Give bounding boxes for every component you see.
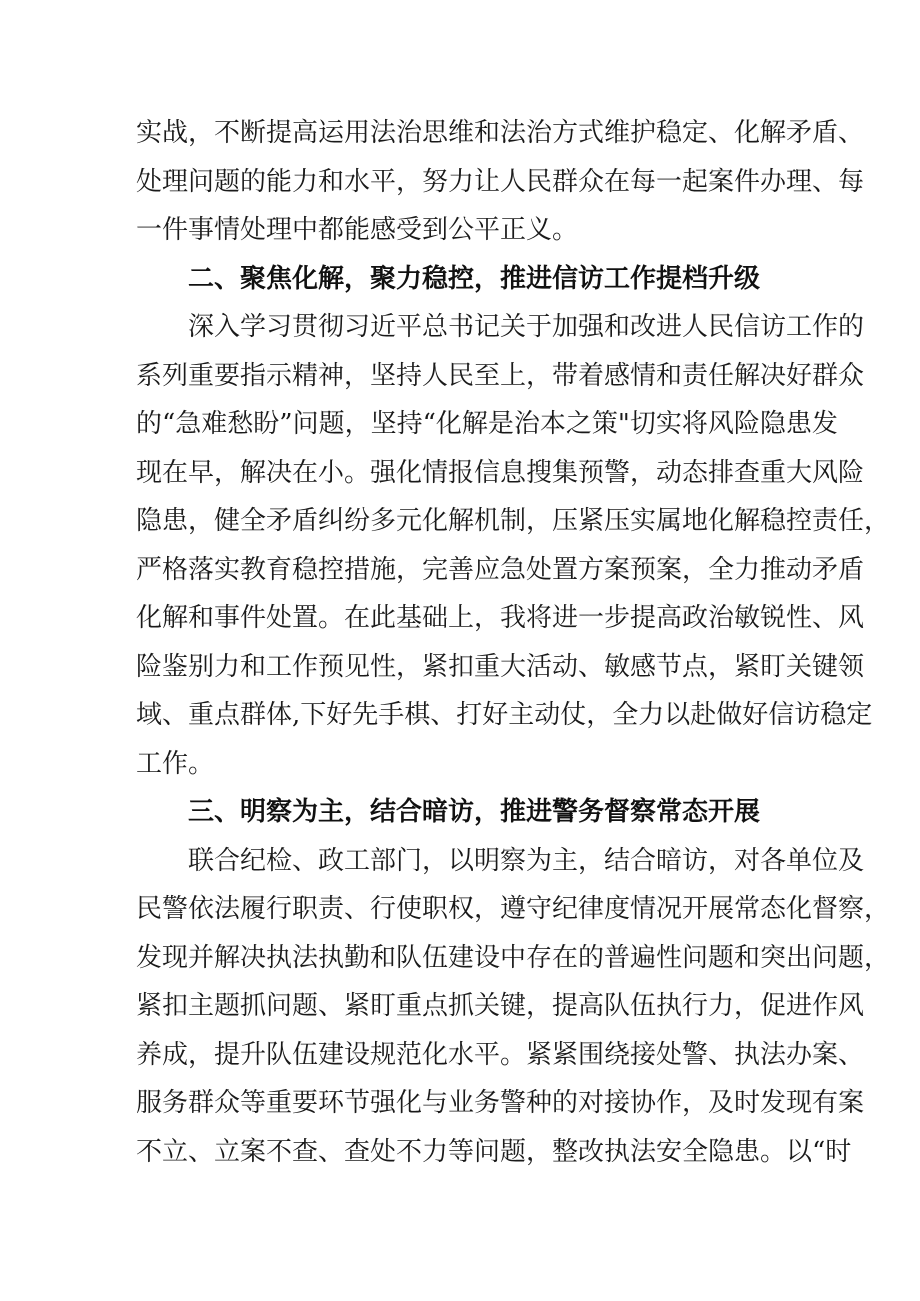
body-line: 联合纪检、政工部门，以明察为主，结合暗访，对各单位及 bbox=[188, 846, 865, 876]
body-line: 严格落实教育稳控措施，完善应急处置方案预案，全力推动矛盾 bbox=[136, 555, 865, 585]
body-line: 民警依法履行职责、行使职权，遵守纪律度情况开展常态化督察， bbox=[136, 894, 891, 924]
body-line: 紧扣主题抓问题、紧盯重点抓关键，提高队伍执行力，促进作风 bbox=[136, 991, 865, 1021]
body-line: 化解和事件处置。在此基础上，我将进一步提高政治敏锐性、风 bbox=[136, 603, 865, 633]
body-line: 隐患，健全矛盾纠纷多元化解机制，压紧压实属地化解稳控责任， bbox=[136, 506, 891, 536]
body-line: 一件事情处理中都能感受到公平正义。 bbox=[136, 215, 579, 245]
body-line: 服务群众等重要环节强化与业务警种的对接协作，及时发现有案 bbox=[136, 1088, 865, 1118]
body-line: 工作。 bbox=[136, 749, 215, 779]
section-heading: 二、聚焦化解，聚力稳控，推进信访工作提档升级 bbox=[188, 264, 761, 294]
body-line: 的“急难愁盼”问题，坚持“化解是治本之策"切实将风险隐患发 bbox=[136, 409, 838, 439]
body-line: 域、重点群体,下好先手棋、打好主动仗，全力以赴做好信访稳定 bbox=[136, 700, 873, 730]
section-heading: 三、明察为主，结合暗访，推进警务督察常态开展 bbox=[188, 797, 761, 827]
body-line: 系列重要指示精神，坚持人民至上，带着感情和责任解决好群众 bbox=[136, 361, 865, 391]
body-line: 现在早，解决在小。强化情报信息搜集预警，动态排查重大风险 bbox=[136, 458, 865, 488]
body-line: 处理问题的能力和水平，努力让人民群众在每一起案件办理、每 bbox=[136, 167, 865, 197]
body-line: 不立、立案不查、查处不力等问题，整改执法安全隐患。以“时 bbox=[136, 1137, 852, 1167]
body-line: 发现并解决执法执勤和队伍建设中存在的普遍性问题和突出问题， bbox=[136, 943, 891, 973]
body-line: 险鉴别力和工作预见性，紧扣重大活动、敏感节点，紧盯关键领 bbox=[136, 652, 865, 682]
body-line: 养成，提升队伍建设规范化水平。紧紧围绕接处警、执法办案、 bbox=[136, 1040, 865, 1070]
body-line: 实战，不断提高运用法治思维和法治方式维护稳定、化解矛盾、 bbox=[136, 118, 865, 148]
body-line: 深入学习贯彻习近平总书记关于加强和改进人民信访工作的 bbox=[188, 312, 865, 342]
